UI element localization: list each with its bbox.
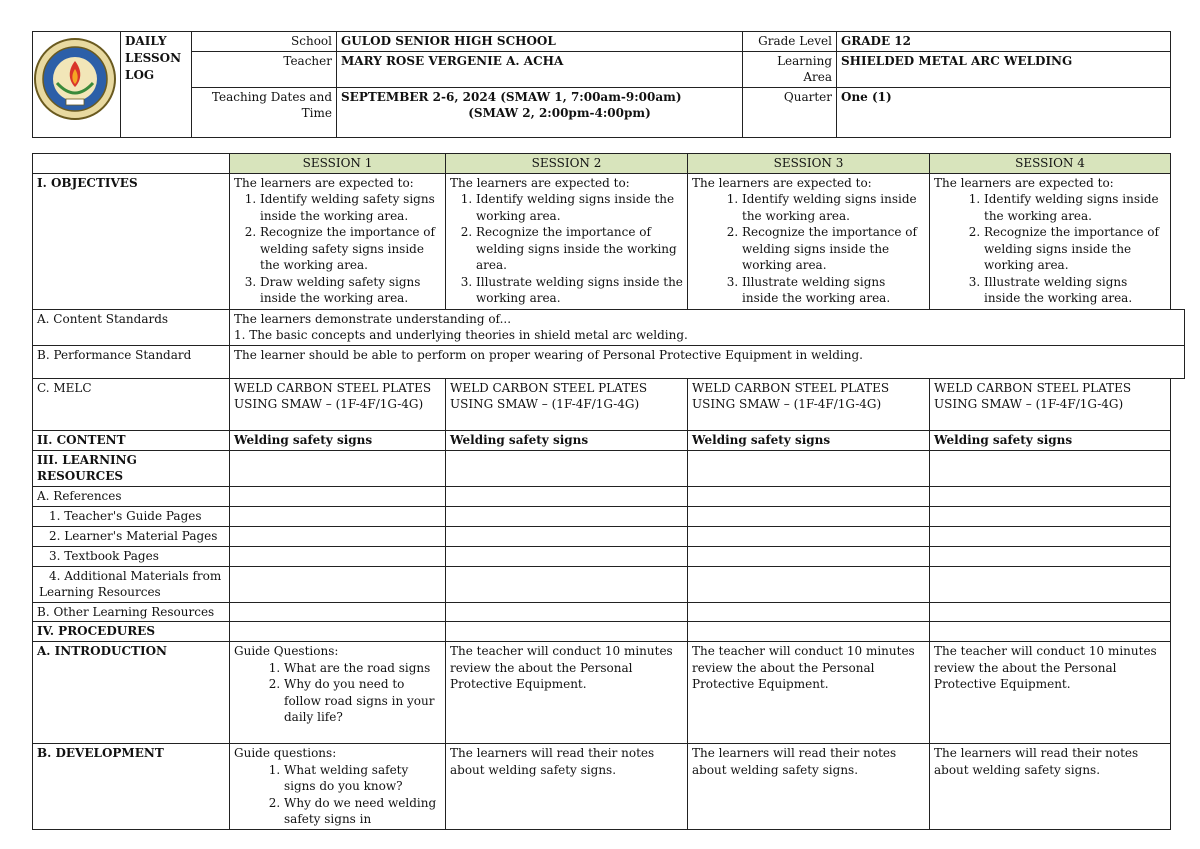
spacer: [1171, 378, 1185, 430]
spacer: [1171, 430, 1185, 450]
content-standards-line1: The learners demonstrate understanding of...: [234, 311, 512, 326]
objectives-list-s2: [450, 191, 683, 307]
objectives-intro: The learners are expected to:: [234, 175, 414, 190]
performance-standard-text: The learner should be able to perform on proper wearing of Personal Protective Equipment in welding.: [230, 345, 1185, 378]
performance-standard-label: B. Performance Standard: [33, 345, 230, 378]
list-item: 2. Why do we need welding safety signs in: [284, 795, 441, 828]
introduction-label: A. INTRODUCTION: [33, 642, 230, 744]
spacer: [1171, 173, 1185, 309]
lesson-table: [32, 153, 1185, 830]
teacher-label: Teacher: [192, 51, 337, 87]
list-item: 2. Recognize the importance of welding signs inside the working area.: [476, 224, 683, 274]
objectives-intro: The learners are expected to:: [934, 175, 1114, 190]
objectives-list-s1: [234, 191, 441, 307]
spacer: [1171, 744, 1185, 830]
school-seal-cell: [33, 32, 121, 138]
introduction-questions: [234, 660, 441, 726]
learners-material-label: 2. Learner's Material Pages: [33, 526, 230, 546]
content-s4: Welding safety signs: [930, 430, 1171, 450]
objectives-intro: The learners are expected to:: [692, 175, 872, 190]
melc-s1: WELD CARBON STEEL PLATES USING SMAW – (1F-4F/1G-4G): [230, 378, 446, 430]
teaching-dates-label: Teaching Dates and Time: [192, 87, 337, 137]
development-s2: The learners will read their notes about welding safety signs.: [446, 744, 688, 830]
daily-lesson-log-title: DAILY LESSON LOG: [121, 32, 192, 138]
quarter-value: One (1): [837, 87, 1171, 137]
list-item: 1. Identify welding safety signs inside the working area.: [260, 191, 441, 224]
melc-s3: WELD CARBON STEEL PLATES USING SMAW – (1F-4F/1G-4G): [688, 378, 930, 430]
learning-area-label: Learning Area: [743, 51, 837, 87]
introduction-s4: The teacher will conduct 10 minutes review the about the Personal Protective Equipment.: [930, 642, 1171, 744]
spacer: [1171, 154, 1185, 174]
development-s4: The learners will read their notes about welding safety signs.: [930, 744, 1171, 830]
grade-level-value: GRADE 12: [837, 32, 1171, 52]
header-table: [32, 31, 1171, 138]
content-label: II. CONTENT: [33, 430, 230, 450]
development-label: B. DEVELOPMENT: [33, 744, 230, 830]
introduction-s3: The teacher will conduct 10 minutes review the about the Personal Protective Equipment.: [688, 642, 930, 744]
development-questions: [234, 762, 441, 828]
introduction-s1: [230, 642, 446, 744]
other-resources-label: B. Other Learning Resources: [33, 602, 230, 622]
guide-questions-heading: Guide Questions:: [234, 644, 339, 658]
learning-resources-label: III. LEARNING RESOURCES: [33, 450, 230, 486]
school-value: GULOD SENIOR HIGH SCHOOL: [337, 32, 743, 52]
content-s1: Welding safety signs: [230, 430, 446, 450]
list-item: 2. Recognize the importance of welding signs inside the working area.: [984, 224, 1166, 274]
objectives-intro: The learners are expected to:: [450, 175, 630, 190]
list-item: 2. Why do you need to follow road signs in your daily life?: [284, 676, 441, 726]
melc-label: C. MELC: [33, 378, 230, 430]
grade-level-label: Grade Level: [743, 32, 837, 52]
teaching-dates-line2: (SMAW 2, 2:00pm-4:00pm): [468, 106, 651, 120]
textbook-pages-label: 3. Textbook Pages: [33, 546, 230, 566]
session-1-header: SESSION 1: [230, 154, 446, 174]
objectives-list-s4: [934, 191, 1166, 307]
spacer: [1171, 642, 1185, 744]
learning-area-value: SHIELDED METAL ARC WELDING: [837, 51, 1171, 87]
list-item: 3. Draw welding safety signs inside the working area.: [260, 274, 441, 307]
procedures-label: IV. PROCEDURES: [33, 622, 230, 642]
content-standards-label: A. Content Standards: [33, 309, 230, 345]
list-item: 1. What welding safety signs do you know?: [284, 762, 441, 795]
introduction-s2: The teacher will conduct 10 minutes review the about the Personal Protective Equipment.: [446, 642, 688, 744]
content-s2: Welding safety signs: [446, 430, 688, 450]
teacher-value: MARY ROSE VERGENIE A. ACHA: [337, 51, 743, 87]
blank-header-cell: [33, 154, 230, 174]
melc-s2: WELD CARBON STEEL PLATES USING SMAW – (1F-4F/1G-4G): [446, 378, 688, 430]
session-4-header: SESSION 4: [930, 154, 1171, 174]
objectives-s2: [446, 173, 688, 309]
teaching-dates-value: [337, 87, 743, 137]
list-item: 2. Recognize the importance of welding signs inside the working area.: [742, 224, 925, 274]
school-label: School: [192, 32, 337, 52]
list-item: 2. Recognize the importance of welding safety signs inside the working area.: [260, 224, 441, 274]
quarter-label: Quarter: [743, 87, 837, 137]
objectives-s4: [930, 173, 1171, 309]
list-item: 3. Illustrate welding signs inside the working area.: [742, 274, 925, 307]
additional-materials-label: 4. Additional Materials from Learning Resources: [33, 566, 230, 602]
session-2-header: SESSION 2: [446, 154, 688, 174]
content-standards-text: [230, 309, 1185, 345]
objectives-s3: [688, 173, 930, 309]
development-s1: [230, 744, 446, 830]
guide-questions-heading: Guide questions:: [234, 746, 337, 760]
content-standards-line2: 1. The basic concepts and underlying theories in shield metal arc welding.: [234, 328, 688, 342]
development-s3: The learners will read their notes about welding safety signs.: [688, 744, 930, 830]
objectives-s1: [230, 173, 446, 309]
teachers-guide-label: 1. Teacher's Guide Pages: [33, 506, 230, 526]
melc-s4: WELD CARBON STEEL PLATES USING SMAW – (1F-4F/1G-4G): [930, 378, 1171, 430]
list-item: 1. Identify welding signs inside the working area.: [742, 191, 925, 224]
objectives-list-s3: [692, 191, 925, 307]
list-item: 3. Illustrate welding signs inside the working area.: [984, 274, 1166, 307]
teaching-dates-line1: SEPTEMBER 2-6, 2024 (SMAW 1, 7:00am-9:00am): [341, 89, 682, 104]
content-s3: Welding safety signs: [688, 430, 930, 450]
references-label: A. References: [33, 486, 230, 506]
school-seal-logo: [33, 37, 117, 121]
list-item: 1. Identify welding signs inside the working area.: [984, 191, 1166, 224]
session-3-header: SESSION 3: [688, 154, 930, 174]
list-item: 1. Identify welding signs inside the working area.: [476, 191, 683, 224]
list-item: 1. What are the road signs: [284, 660, 441, 677]
list-item: 3. Illustrate welding signs inside the working area.: [476, 274, 683, 307]
objectives-label: I. OBJECTIVES: [33, 173, 230, 309]
